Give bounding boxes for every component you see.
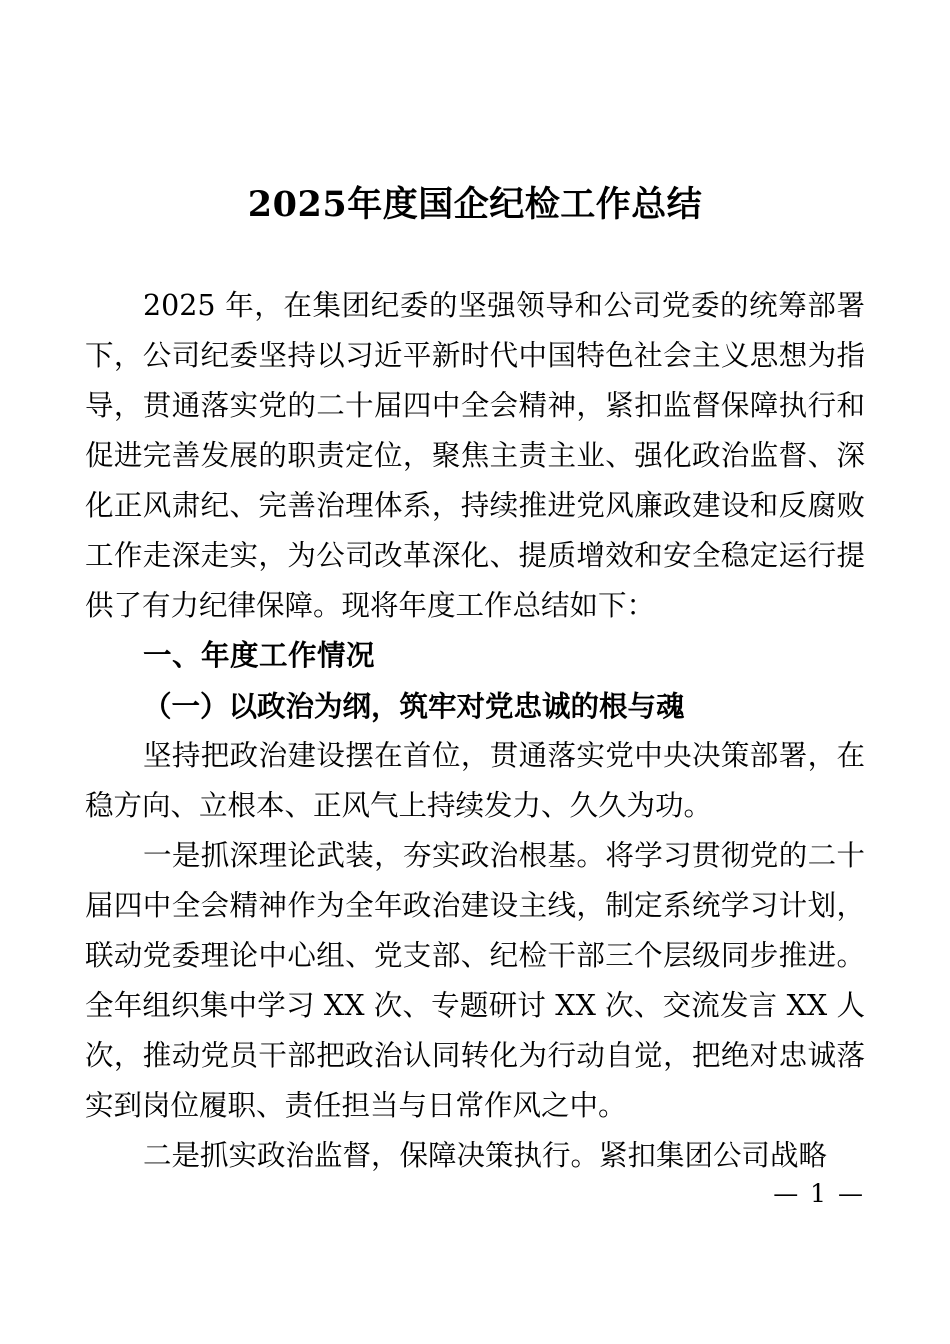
subsection-heading-1-1: （一）以政治为纲，筑牢对党忠诚的根与魂 <box>143 689 685 723</box>
title-spacer <box>85 229 865 281</box>
page-title: 2025年度国企纪检工作总结 <box>247 184 703 225</box>
opening-paragraph: 2025 年，在集团纪委的坚强领导和公司党委的统筹部署下，公司纪委坚持以习近平新时代中国特色社会主义思想为指导，贯通落实党的二十届四中全会精神，紧扣监督保障执行和促进完善发展的职责定位，聚焦主责主业、强化政治监督、深化正风肃纪、完善治理体系，持续推进党风廉政建设和反腐败工作走深走实，为公司改革深化、提质增效和安全稳定运行提供了有力纪律保障。现将年度工作总结如下： <box>85 289 865 622</box>
subsection-intro-paragraph: 坚持把政治建设摆在首位，贯通落实党中央决策部署，在稳方向、立根本、正风气上持续发力、久久为功。 <box>85 739 865 822</box>
document-content <box>85 0 865 1181</box>
page-number: — 1 — <box>773 1179 865 1208</box>
section-heading-1: 一、年度工作情况 <box>143 639 376 672</box>
point-1-paragraph: 一是抓深理论武装，夯实政治根基。将学习贯彻党的二十届四中全会精神作为全年政治建设主线，制定系统学习计划，联动党委理论中心组、党支部、纪检干部三个层级同步推进。全年组织集中学习 XX 次、专题研讨 XX 次、交流发言 XX 人次，推动党员干部把政治认同转化为行动自觉，把绝对忠诚落实到岗位履职、责任担当与日常作风之中。 <box>85 839 865 1122</box>
point-2-paragraph: 二是抓实政治监督，保障决策执行。紧扣集团公司战略 <box>143 1139 828 1172</box>
